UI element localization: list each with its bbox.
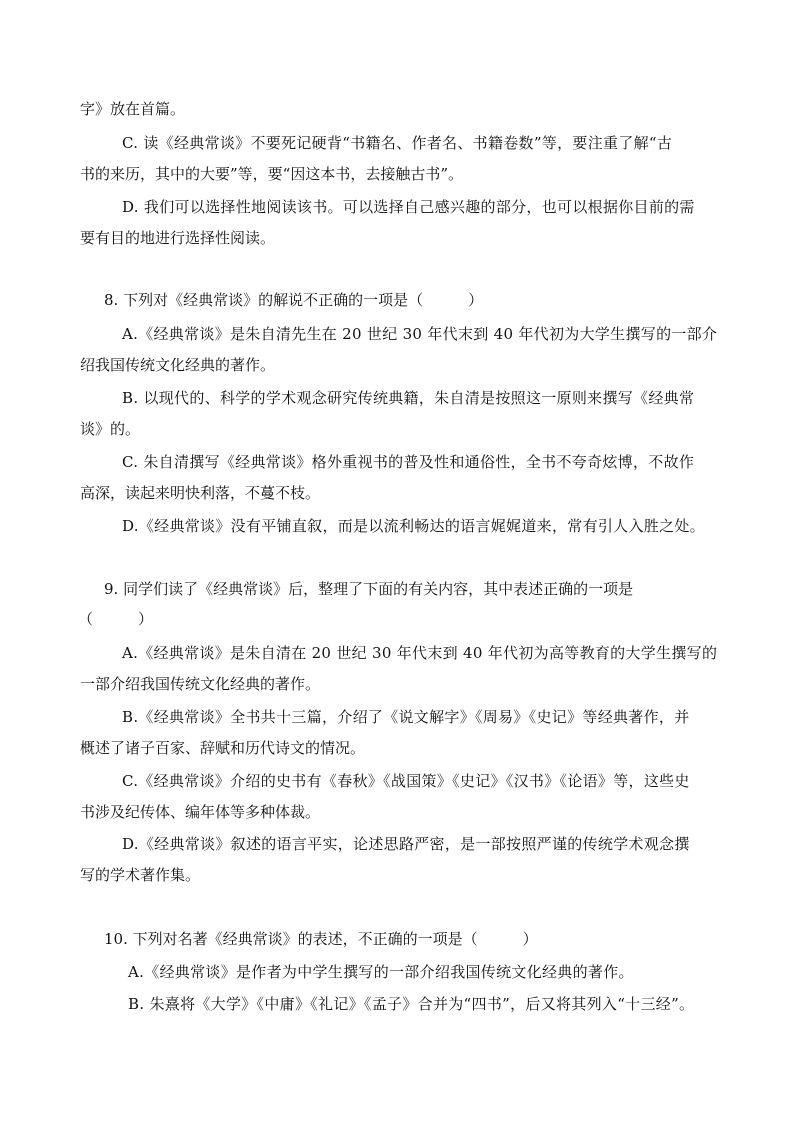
text-line: 书涉及纪传体、编年体等多种体裁。 <box>80 803 321 821</box>
question-10-title: 10. 下列对名著《经典常谈》的表述，不正确的一项是（ ） <box>104 930 538 948</box>
q9-option-c: C.《经典常谈》介绍的史书有《春秋》《战国策》《史记》《汉书》《论语》等，这些史 <box>122 772 690 790</box>
q8-option-b: B. 以现代的、科学的学术观念研究传统典籍，朱自清是按照这一原则来撰写《经典常 <box>122 389 695 407</box>
answer-bracket: （ ） <box>78 610 154 628</box>
question-8-title: 8. 下列对《经典常谈》的解说不正确的一项是（ ） <box>104 291 484 309</box>
text-line: 一部介绍我国传统文化经典的著作。 <box>80 675 321 693</box>
text-line: 书的来历，其中的大要”等，要“因这本书，去接触古书”。 <box>80 165 464 183</box>
option-c: C. 读《经典常谈》不要死记硬背“书籍名、作者名、书籍卷数”等，要注重了解“古 <box>122 134 673 152</box>
text-line: 绍我国传统文化经典的著作。 <box>80 356 276 374</box>
q9-option-b: B.《经典常谈》全书共十三篇，介绍了《说文解字》《周易》《史记》等经典著作，并 <box>122 708 690 726</box>
question-9-title: 9. 同学们读了《经典常谈》后，整理了下面的有关内容，其中表述正确的一项是 <box>104 580 634 598</box>
q9-option-a: A.《经典常谈》是朱自清在 20 世纪 30 年代末到 40 年代初为高等教育的大学生撰写的 <box>122 644 718 662</box>
q8-option-a: A.《经典常谈》是朱自清先生在 20 世纪 30 年代末到 40 年代初为大学生撰写的一部介 <box>122 325 718 343</box>
text-line: 谈》的。 <box>80 420 141 438</box>
text-line: 概述了诸子百家、辞赋和历代诗文的情况。 <box>80 739 366 757</box>
q8-option-d: D.《经典常谈》没有平铺直叙，而是以流利畅达的语言娓娓道来，常有引人入胜之处。 <box>122 517 705 535</box>
text-line: 字》放在首篇。 <box>80 100 186 118</box>
text-line: 要有目的地进行选择性阅读。 <box>80 229 276 247</box>
text-line: 写的学术著作集。 <box>80 866 201 884</box>
q10-option-a: A.《经典常谈》是作者为中学生撰写的一部介绍我国传统文化经典的著作。 <box>128 963 634 981</box>
q8-option-c: C. 朱自清撰写《经典常谈》格外重视书的普及性和通俗性，全书不夸奇炫博，不故作 <box>122 453 695 471</box>
option-d: D. 我们可以选择性地阅读该书。可以选择自己感兴趣的部分，也可以根据你目前的需 <box>122 198 695 216</box>
q9-option-d: D.《经典常谈》叙述的语言平实，论述思路严密，是一部按照严谨的传统学术观念撰 <box>122 835 690 853</box>
q10-option-b: B. 朱熹将《大学》《中庸》《礼记》《孟子》合并为“四书”，后又将其列入“十三经”。 <box>128 995 695 1013</box>
text-line: 高深，读起来明快利落，不蔓不枝。 <box>80 484 321 502</box>
